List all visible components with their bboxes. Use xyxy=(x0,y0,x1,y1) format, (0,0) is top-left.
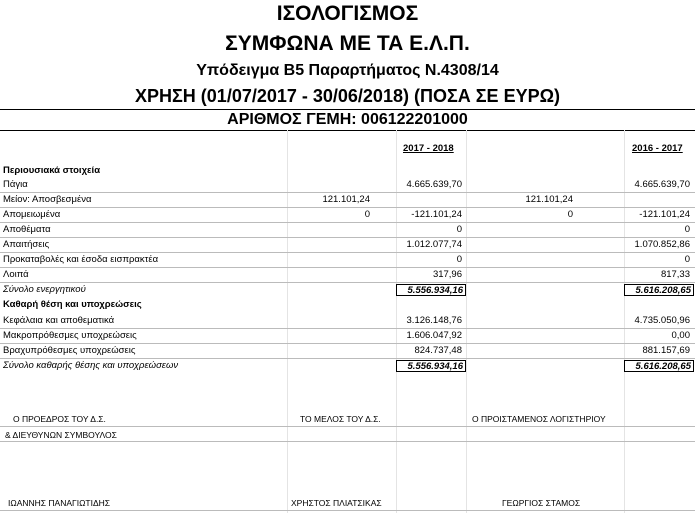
total-assets-label: Σύνολο ενεργητικού xyxy=(3,284,86,295)
total-liabilities-current: 5.556.934,16 xyxy=(396,360,466,372)
total-liabilities-previous: 5.616.208,65 xyxy=(624,360,694,372)
divider xyxy=(0,109,695,110)
document-title: ΙΣΟΛΟΓΙΣΜΟΣ xyxy=(276,2,419,25)
row-previous-detail: 0 xyxy=(567,209,573,220)
row-current-value: 0 xyxy=(456,254,462,265)
row-previous-value: -121.101,24 xyxy=(639,209,690,220)
row-divider xyxy=(0,358,695,359)
president-title: Ο ΠΡΟΕΔΡΟΣ ΤΟΥ Δ.Σ. xyxy=(13,414,106,424)
divider xyxy=(0,130,695,131)
row-divider xyxy=(0,328,695,329)
section-equity-liabilities: Καθαρή θέση και υποχρεώσεις xyxy=(3,299,142,310)
row-previous-value: 1.070.852,86 xyxy=(634,239,690,250)
row-label: Προκαταβολές και έσοδα εισπρακτέα xyxy=(3,254,159,265)
row-current-value: 317,96 xyxy=(432,269,462,280)
row-divider xyxy=(0,267,695,268)
row-divider xyxy=(0,222,695,223)
row-label: Απαιτήσεις xyxy=(3,239,50,250)
row-previous-value: 0,00 xyxy=(671,330,690,341)
row-current-detail: 121.101,24 xyxy=(322,194,370,205)
row-previous-detail: 121.101,24 xyxy=(525,194,573,205)
fiscal-period: ΧΡΗΣΗ (01/07/2017 - 30/06/2018) (ΠΟΣΑ ΣΕ ΕΥΡΩ) xyxy=(134,86,561,106)
row-current-value: -121.101,24 xyxy=(411,209,462,220)
row-divider xyxy=(0,282,695,283)
accountant-title: Ο ΠΡΟΙΣΤΑΜΕΝΟΣ ΛΟΓΙΣΤΗΡΙΟΥ xyxy=(472,414,606,424)
member-name: ΧΡΗΣΤΟΣ ΠΛΙΑΤΣΙΚΑΣ xyxy=(291,498,382,508)
row-current-value: 824.737,48 xyxy=(414,345,462,356)
row-label: Μακροπρόθεσμες υποχρεώσεις xyxy=(3,330,137,341)
row-current-value: 1.012.077,74 xyxy=(406,239,462,250)
section-assets: Περιουσιακά στοιχεία xyxy=(3,165,101,176)
row-previous-value: 0 xyxy=(684,224,690,235)
column-header-current: 2017 - 2018 xyxy=(403,143,454,154)
row-label: Αποθέματα xyxy=(3,224,51,235)
total-assets-current: 5.556.934,16 xyxy=(396,284,466,296)
row-previous-value: 881.157,69 xyxy=(642,345,690,356)
row-divider xyxy=(0,426,695,427)
row-current-value: 4.665.639,70 xyxy=(406,179,462,190)
president-title-2: & ΔΙΕΥΘΥΝΩΝ ΣΥΜΒΟΥΛΟΣ xyxy=(5,430,117,440)
member-title: ΤΟ ΜΕΛΟΣ ΤΟΥ Δ.Σ. xyxy=(300,414,381,424)
president-name: ΙΩΑΝΝΗΣ ΠΑΝΑΓΙΩΤΙΔΗΣ xyxy=(8,498,111,508)
row-current-detail: 0 xyxy=(364,209,370,220)
row-label: Απομειωμένα xyxy=(3,209,61,220)
template-reference: Υπόδειγμα Β5 Παραρτήματος Ν.4308/14 xyxy=(196,62,499,79)
row-previous-value: 4.735.050,96 xyxy=(634,315,690,326)
gemi-number: ΑΡΙΘΜΟΣ ΓΕΜΗ: 006122201000 xyxy=(227,111,468,128)
row-previous-value: 4.665.639,70 xyxy=(634,179,690,190)
row-divider xyxy=(0,207,695,208)
row-previous-value: 0 xyxy=(684,254,690,265)
row-divider xyxy=(0,252,695,253)
row-label: Βραχυπρόθεσμες υποχρεώσεις xyxy=(3,345,136,356)
row-current-value: 0 xyxy=(456,224,462,235)
row-divider xyxy=(0,237,695,238)
row-divider xyxy=(0,441,695,442)
row-current-value: 3.126.148,76 xyxy=(406,315,462,326)
row-current-value: 1.606.047,92 xyxy=(406,330,462,341)
accountant-name: ΓΕΩΡΓΙΟΣ ΣΤΑΜΟΣ xyxy=(502,498,581,508)
row-label: Λοιπά xyxy=(3,269,29,280)
row-label: Μείον: Αποσβεσμένα xyxy=(3,194,92,205)
total-assets-previous: 5.616.208,65 xyxy=(624,284,694,296)
total-liabilities-label: Σύνολο καθαρής θέσης και υποχρεώσεων xyxy=(3,360,179,371)
column-header-previous: 2016 - 2017 xyxy=(632,143,683,154)
row-previous-value: 817,33 xyxy=(660,269,690,280)
row-label: Πάγια xyxy=(3,179,28,190)
row-divider xyxy=(0,343,695,344)
grid-line xyxy=(466,130,467,513)
row-label: Κεφάλαια και αποθεματικά xyxy=(3,315,115,326)
row-divider xyxy=(0,510,695,511)
document-subtitle: ΣΥΜΦΩΝΑ ΜΕ ΤΑ Ε.Λ.Π. xyxy=(225,32,470,55)
grid-line xyxy=(287,130,288,513)
row-divider xyxy=(0,192,695,193)
